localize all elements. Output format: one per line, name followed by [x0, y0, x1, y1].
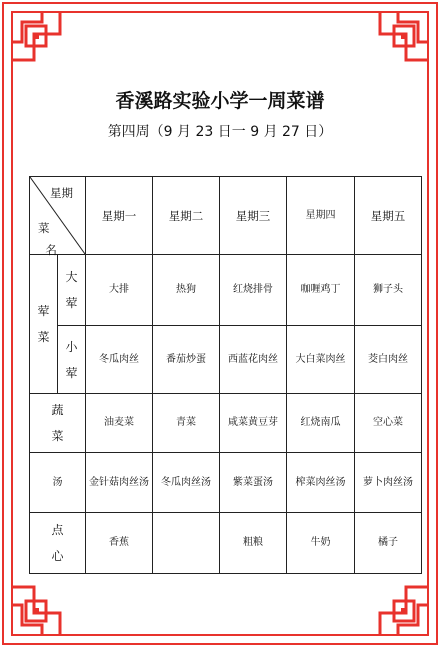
menu-cell [153, 513, 220, 574]
menu-cell: 空心菜 [355, 394, 422, 453]
menu-cell: 咖喱鸡丁 [287, 255, 355, 326]
page-title: 香溪路实验小学一周菜谱 [115, 90, 325, 112]
menu-cell: 青菜 [153, 394, 220, 453]
category-soup: 汤 [30, 453, 86, 513]
table-row-veg [30, 394, 422, 453]
table-row-snack [30, 513, 422, 574]
subcategory-small-meat: 小 荤 [58, 326, 86, 394]
category-snack: 点 心 [30, 513, 86, 574]
day-header: 星期五 [355, 177, 422, 255]
menu-cell: 大白菜肉丝 [287, 326, 355, 394]
menu-cell: 茭白肉丝 [355, 326, 422, 394]
menu-cell: 金针菇肉丝汤 [86, 453, 153, 513]
menu-cell: 番茄炒蛋 [153, 326, 220, 394]
menu-cell: 紫菜蛋汤 [220, 453, 287, 513]
day-header: 星期二 [153, 177, 220, 255]
day-header: 星期四 [287, 177, 355, 255]
menu-cell: 咸菜黄豆芽 [220, 394, 287, 453]
menu-cell: 冬瓜肉丝汤 [153, 453, 220, 513]
menu-cell: 牛奶 [287, 513, 355, 574]
menu-table [29, 176, 422, 574]
category-meat: 荤 菜 [30, 255, 58, 394]
menu-cell: 香蕉 [86, 513, 153, 574]
menu-cell: 油麦菜 [86, 394, 153, 453]
menu-cell: 热狗 [153, 255, 220, 326]
category-veg: 蔬 菜 [30, 394, 86, 453]
menu-cell: 橘子 [355, 513, 422, 574]
day-header: 星期一 [86, 177, 153, 255]
header-row [30, 177, 422, 255]
table-row-meat-big [30, 255, 422, 326]
menu-cell: 大排 [86, 255, 153, 326]
table-row-meat-small [30, 326, 422, 394]
menu-cell: 西蓝花肉丝 [220, 326, 287, 394]
day-header: 星期三 [220, 177, 287, 255]
menu-cell: 冬瓜肉丝 [86, 326, 153, 394]
subcategory-big-meat: 大 荤 [58, 255, 86, 326]
corner-label-day: 星期 [50, 186, 73, 200]
menu-cell: 粗粮 [220, 513, 287, 574]
menu-cell: 狮子头 [355, 255, 422, 326]
table-row-soup [30, 453, 422, 513]
corner-label-dish: 菜 名 [38, 221, 57, 257]
corner-cell [30, 177, 86, 255]
menu-cell: 红烧排骨 [220, 255, 287, 326]
menu-cell: 榨菜肉丝汤 [287, 453, 355, 513]
menu-cell: 红烧南瓜 [287, 394, 355, 453]
menu-cell: 萝卜肉丝汤 [355, 453, 422, 513]
week-range: 第四周（9 月 23 日一 9 月 27 日） [107, 124, 333, 140]
